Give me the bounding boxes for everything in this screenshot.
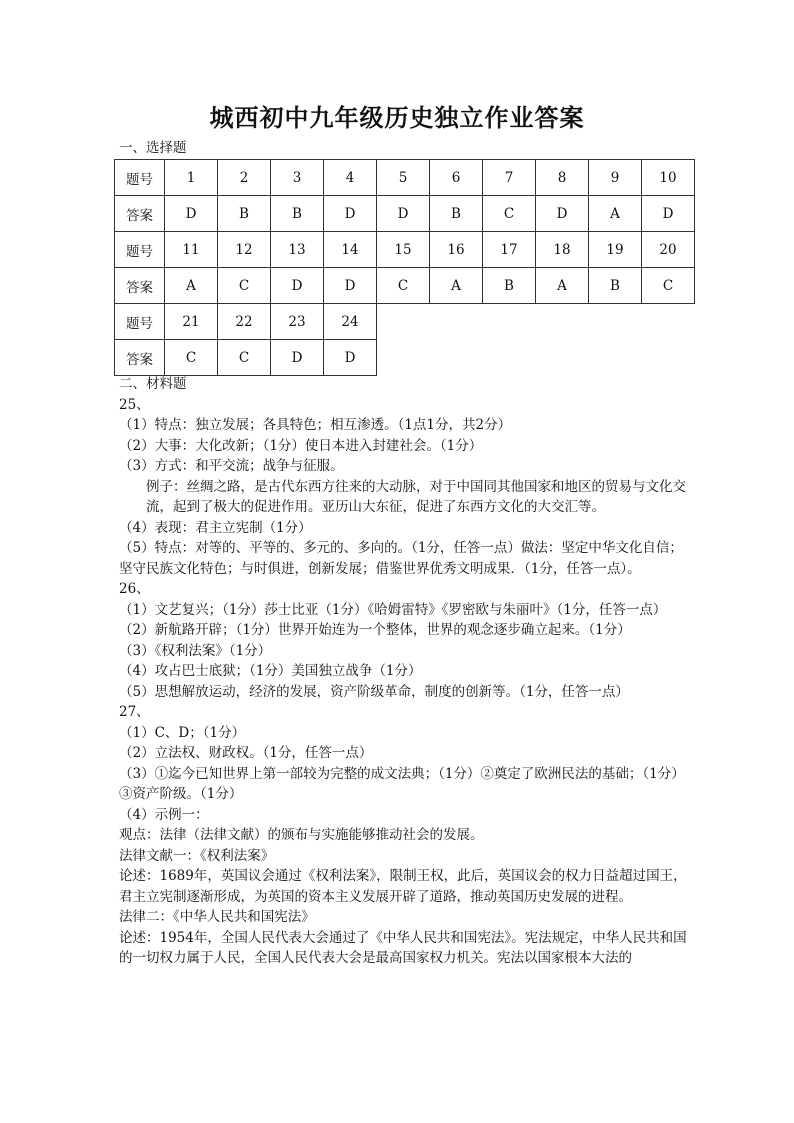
answer-cell: D [324, 340, 377, 376]
answer-line: （1）特点：独立发展；各具特色；相互渗透。（1点1分，共2分） [119, 417, 512, 433]
answer-line: 27、 [119, 704, 150, 720]
answer-cell: 8 [536, 160, 589, 196]
page-title: 城西初中九年级历史独立作业答案 [209, 104, 585, 132]
answer-line: 25、 [119, 396, 150, 413]
answer-cell: D [165, 196, 218, 232]
answer-line: （4）表现：君主立宪制（1分） [119, 519, 312, 536]
answer-cell: B [218, 196, 271, 232]
answer-cell: 15 [377, 232, 430, 268]
answer-cell: A [430, 268, 483, 304]
answer-line: （2）立法权、财政权。（1分，任答一点） [119, 745, 373, 761]
answer-table-row [115, 196, 695, 232]
answer-line: （5）特点：对等的、平等的、多元的、多向的。（1分，任答一点）做法：坚定中华文化自信；坚守民族文化特色；与时俱进，创新发展；借鉴世界优秀文明成果．（1分，任答一点）。 [119, 540, 683, 577]
answer-cell: 9 [589, 160, 642, 196]
answer-cell: 23 [271, 304, 324, 340]
row-label: 题号 [115, 232, 165, 268]
answer-line: 论述：1954年，全国人民代表大会通过了《中华人民共和国宪法》。宪法规定，中华人民共和国的一切权力属于人民，全国人民代表大会是最高国家权力机关。宪法以国家根本大法的 [119, 929, 687, 966]
answer-table-row [115, 304, 695, 340]
answer-cell: B [271, 196, 324, 232]
answer-table-row [115, 340, 695, 376]
answer-line: （4）攻占巴士底狱；（1分）美国独立战争（1分） [119, 663, 422, 679]
answer-cell: 3 [271, 160, 324, 196]
answer-table-row [115, 232, 695, 268]
answer-cell: D [324, 196, 377, 232]
answer-cell: A [165, 268, 218, 304]
answer-cell: D [642, 196, 695, 232]
answer-cell: D [271, 268, 324, 304]
answer-line: （4）示例一： [119, 806, 209, 823]
row-label: 答案 [115, 268, 165, 304]
answer-line: 论述：1689年，英国议会通过《权利法案》，限制王权，此后，英国议会的权力日益超过国王，君主立宪制逐渐形成，为英国的资本主义发展开辟了道路，推动英国历史发展的进程。 [119, 868, 687, 905]
answer-cell: 20 [642, 232, 695, 268]
answer-cell: C [483, 196, 536, 232]
answer-cell: 2 [218, 160, 271, 196]
answer-cell: D [271, 340, 324, 376]
answer-cell: C [218, 340, 271, 376]
answer-cell: 17 [483, 232, 536, 268]
row-label: 题号 [115, 160, 165, 196]
answer-line: （5）思想解放运动，经济的发展，资产阶级革命，制度的创新等。（1分，任答一点） [119, 683, 629, 700]
section-heading-material: 二、材料题 [119, 376, 187, 392]
answer-line: （1）C、D；（1分） [119, 724, 246, 741]
row-label: 答案 [115, 196, 165, 232]
row-label: 答案 [115, 340, 165, 376]
answer-cell: 12 [218, 232, 271, 268]
answer-cell: 6 [430, 160, 483, 196]
answer-cell: D [377, 196, 430, 232]
answer-line: 法律文献一：《权利法案》 [119, 847, 275, 864]
answer-line: （3）方式：和平交流；战争与征服。 [119, 458, 344, 474]
section-heading-choice: 一、选择题 [119, 140, 187, 156]
answer-cell: A [589, 196, 642, 232]
answer-cell: 16 [430, 232, 483, 268]
answer-line: （3）《权利法案》（1分） [119, 642, 272, 659]
answer-cell: B [483, 268, 536, 304]
answer-cell: D [536, 196, 589, 232]
answer-cell: C [642, 268, 695, 304]
answer-line: 26、 [119, 581, 150, 597]
answer-cell: A [536, 268, 589, 304]
answer-cell: 19 [589, 232, 642, 268]
answer-table [114, 159, 695, 376]
answer-cell: C [165, 340, 218, 376]
answer-cell: 5 [377, 160, 430, 196]
row-label: 题号 [115, 304, 165, 340]
answer-line: （3）①迄今已知世界上第一部较为完整的成文法典；（1分）②奠定了欧洲民法的基础；（1分）③资产阶级。（1分） [119, 765, 685, 802]
answer-cell: 18 [536, 232, 589, 268]
answer-cell: 7 [483, 160, 536, 196]
answer-line: （1）文艺复兴；（1分）莎士比亚（1分）《哈姆雷特》《罗密欧与朱丽叶》（1分，任答一点） [119, 601, 667, 618]
answer-line: 例子：丝绸之路，是古代东西方往来的大动脉，对于中国同其他国家和地区的贸易与文化交流，起到了极大的促进作用。亚历山大东征，促进了东西方文化的大交汇等。 [146, 478, 686, 515]
answer-cell: 13 [271, 232, 324, 268]
answer-line: 法律二：《中华人民共和国宪法》 [119, 909, 315, 925]
answer-cell: 4 [324, 160, 377, 196]
answer-cell: B [589, 268, 642, 304]
answer-table-row [115, 160, 695, 196]
answer-cell: 14 [324, 232, 377, 268]
answer-cell: D [324, 268, 377, 304]
answer-table-row [115, 268, 695, 304]
answer-cell: 21 [165, 304, 218, 340]
answer-line: （2）大事：大化改新；（1分）使日本进入封建社会。（1分） [119, 437, 483, 454]
answer-cell: 22 [218, 304, 271, 340]
answer-cell: 1 [165, 160, 218, 196]
answer-cell: C [377, 268, 430, 304]
answer-cell: 10 [642, 160, 695, 196]
answer-cell: 11 [165, 232, 218, 268]
answer-cell: C [218, 268, 271, 304]
answer-line: 观点：法律（法律文献）的颁布与实施能够推动社会的发展。 [119, 827, 484, 843]
answer-cell: 24 [324, 304, 377, 340]
material-answers [119, 374, 691, 969]
answer-cell: B [430, 196, 483, 232]
answer-line: （2）新航路开辟；（1分）世界开始连为一个整体，世界的观念逐步确立起来。（1分） [119, 622, 631, 638]
